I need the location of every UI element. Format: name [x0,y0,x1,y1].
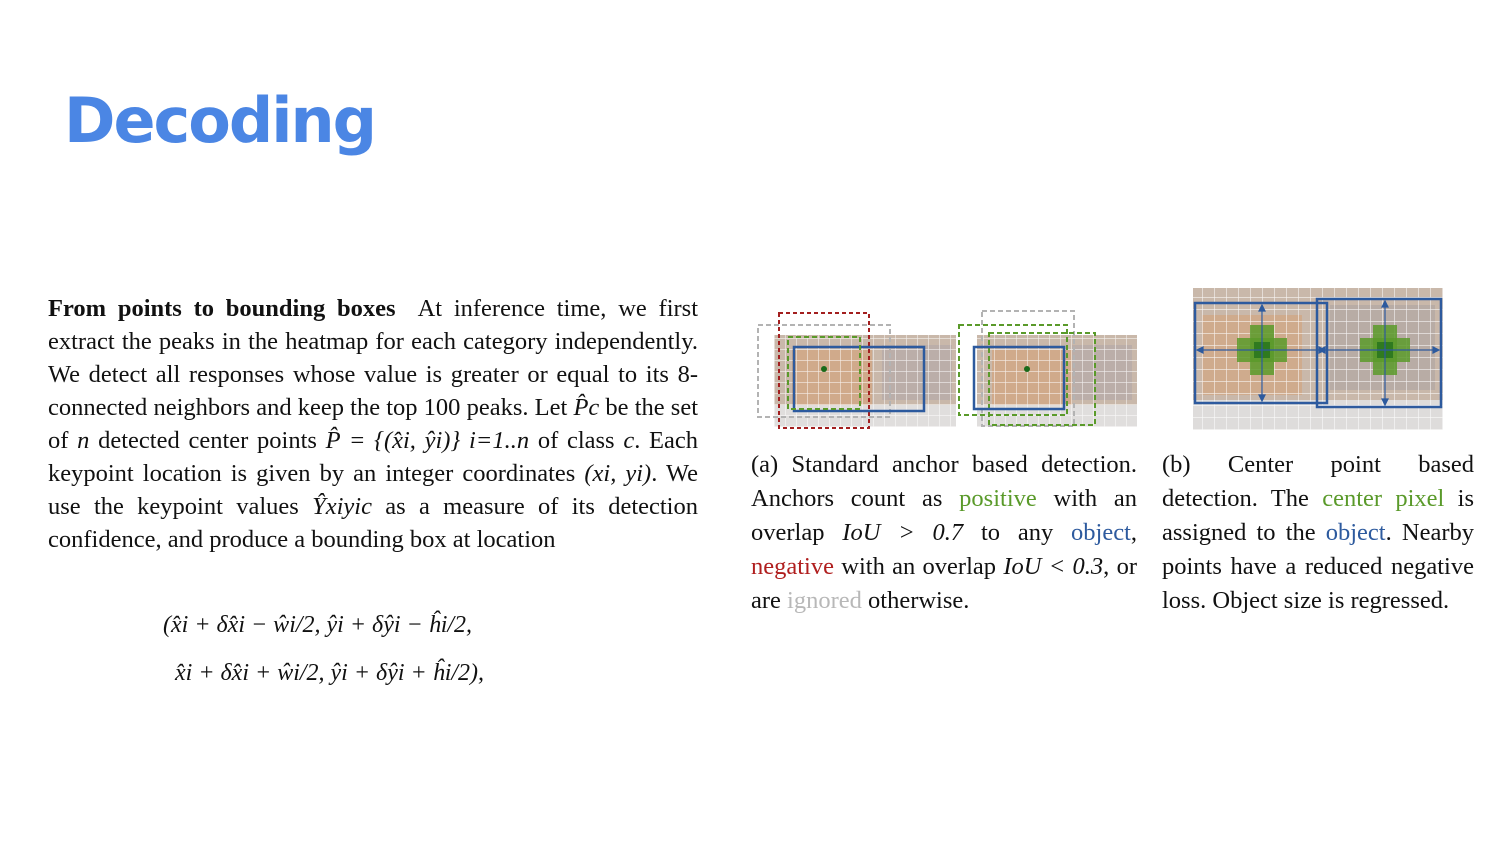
center-dot [821,366,827,372]
paragraph-text: detected center points [89,427,326,454]
math-iou-low: IoU < 0.3 [1003,553,1104,580]
object-label: object [1325,519,1386,546]
ignored-label: ignored [787,587,862,614]
anchor-figure [752,305,1142,435]
math-c: c [623,427,635,454]
math-pc: P̂c [573,394,600,421]
anchor-image-2 [959,311,1137,427]
centerpoint-figure [1190,285,1445,435]
paragraph-text: of class [529,427,624,454]
caption-text: is assigned to the [1162,485,1474,546]
caption-text: , [1130,519,1138,546]
anchor-image-1 [758,313,956,428]
caption-text: (b) Center point based detection. The [1162,451,1474,512]
center-pixel-label: center pixel [1322,485,1445,512]
caption-text: with an overlap [751,485,1137,546]
slide-title: Decoding [64,84,376,157]
paragraph-text: . We use the keypoint values [48,460,698,520]
object-label: object [1071,519,1131,546]
caption-b [1162,448,1474,618]
paragraph-text: . Each keypoint location is given by an integer coordinates [48,427,699,487]
equation-line-1: (x̂i + δx̂i − ŵi/2, ŷi + δŷi − ĥi/2, [163,612,473,638]
positive-label: positive [959,485,1037,512]
math-p-set: P̂ = {(x̂i, ŷi)} i=1..n [325,427,530,454]
caption-text: to any [963,519,1072,546]
body-paragraph [48,292,698,556]
negative-label: negative [751,553,834,580]
paragraph-text: be the set of [48,394,698,454]
caption-text: (a) Standard anchor based detection. Anchors count as [751,451,1137,512]
paragraph-text: as a measure of its detection confidence, and produce a bounding box at location [48,493,698,553]
caption-text: . Nearby points have a reduced negative loss. Object size is regressed. [1162,519,1474,614]
paragraph-text: At inference time, we first extract the peaks in the heatmap for each category independently. We detect all responses whose value is greater or equal to its 8-connected neighbors and keep the top 100 peaks. Let [48,295,699,421]
math-iou-high: IoU > 0.7 [842,519,964,546]
caption-text: otherwise. [861,587,970,614]
caption-text: , or are [751,553,1137,614]
math-yhat: Ŷxiyic [312,493,372,520]
math-xy: (xi, yi) [584,460,652,487]
caption-a [751,448,1137,618]
equation-line-2: x̂i + δx̂i + ŵi/2, ŷi + δŷi + ĥi/2), [175,660,485,686]
math-n: n [77,427,90,454]
paragraph-heading: From points to bounding boxes [48,295,396,322]
caption-text: with an overlap [834,553,1004,580]
